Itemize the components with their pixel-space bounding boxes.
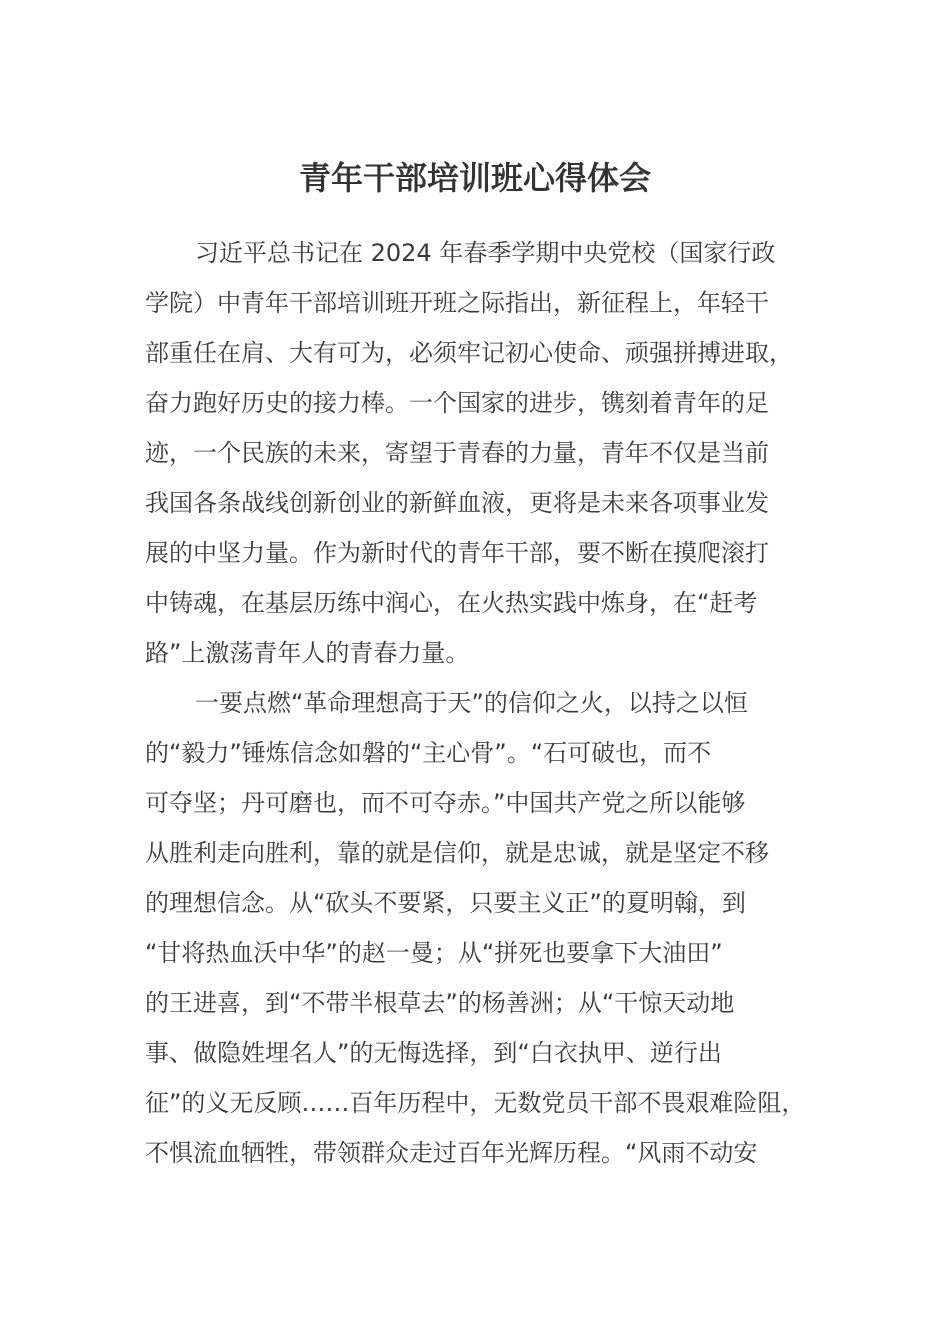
paragraph-1-line: 奋力跑好历史的接力棒。一个国家的进步，镌刻着青年的足 — [145, 389, 769, 417]
paragraph-1-line: 习近平总书记在 2024 年春季学期中央党校（国家行政 — [195, 239, 776, 267]
document-body — [145, 228, 835, 1178]
paragraph-1-line: 迹，一个民族的未来，寄望于青春的力量，青年不仅是当前 — [145, 439, 769, 467]
paragraph-1-line: 路”上激荡青年人的青春力量。 — [145, 639, 470, 667]
paragraph-2-line: 的王进喜，到“不带半根草去”的杨善洲；从“干惊天动地 — [145, 989, 735, 1017]
paragraph-1-line: 部重任在肩、大有可为，必须牢记初心使命、顽强拼搏进取， — [145, 339, 793, 367]
paragraph-2-line: 事、做隐姓埋名人”的无悔选择，到“白衣执甲、逆行出 — [145, 1039, 722, 1067]
paragraph-2-line: 的“毅力”锤炼信念如磐的“主心骨”。“石可破也，而不 — [145, 739, 712, 767]
paragraph-2-line: 可夺坚；丹可磨也，而不可夺赤。”中国共产党之所以能够 — [145, 789, 746, 817]
paragraph-2-line: 一要点燃“革命理想高于天”的信仰之火，以持之以恒 — [195, 689, 748, 717]
paragraph-1-line: 中铸魂，在基层历练中润心，在火热实践中炼身，在“赶考 — [145, 589, 758, 617]
paragraph-2-line: “甘将热血沃中华”的赵一曼；从“拼死也要拿下大油田” — [145, 939, 723, 967]
paragraph-2-line: 征”的义无反顾……百年历程中，无数党员干部不畏艰难险阻， — [145, 1089, 806, 1117]
paragraph-2-line: 从胜利走向胜利，靠的就是信仰，就是忠诚，就是坚定不移 — [145, 839, 769, 867]
paragraph-2-line: 的理想信念。从“砍头不要紧，只要主义正”的夏明翰，到 — [145, 889, 746, 917]
paragraph-1-line: 我国各条战线创新创业的新鲜血液，更将是未来各项事业发 — [145, 489, 769, 517]
paragraph-2-line: 不惧流血牺牲，带领群众走过百年光辉历程。“风雨不动安 — [145, 1139, 758, 1167]
document-title: 青年干部培训班心得体会 — [298, 159, 651, 197]
paragraph-1-line: 学院）中青年干部培训班开班之际指出，新征程上，年轻干 — [145, 289, 769, 317]
paragraph-1-line: 展的中坚力量。作为新时代的青年干部，要不断在摸爬滚打 — [145, 539, 769, 567]
